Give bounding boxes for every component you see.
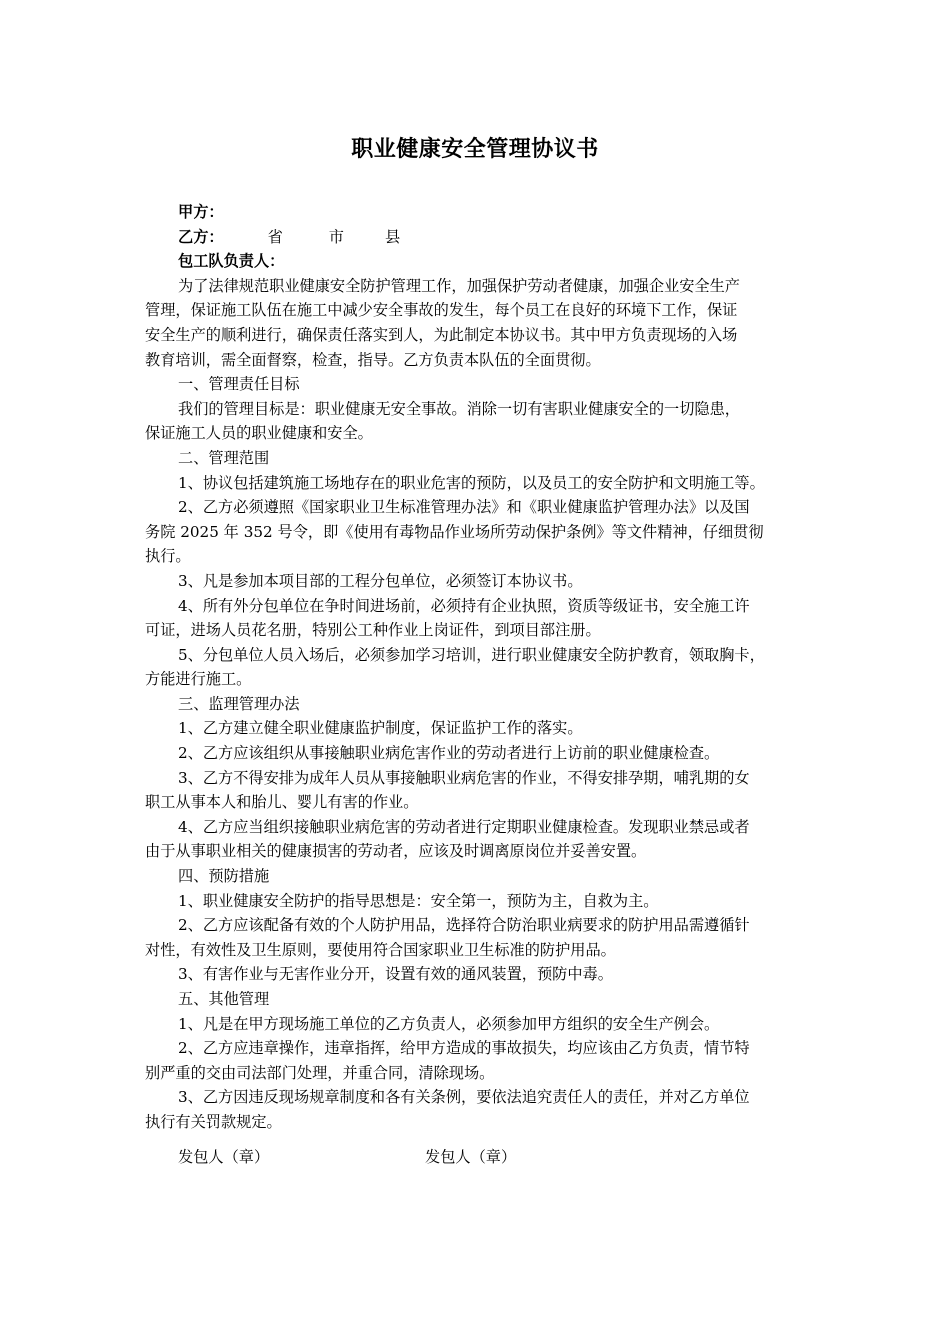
paragraph-line: 2、乙方应该组织从事接触职业病危害作业的劳动者进行上访前的职业健康检查。 [178, 744, 720, 763]
paragraph-line: 2、乙方应违章操作，违章指挥，给甲方造成的事故损失，均应该由乙方负责，情节特 [178, 1039, 750, 1058]
section-heading: 一、管理责任目标 [178, 375, 300, 394]
paragraph-line: 执行有关罚款规定。 [145, 1112, 282, 1131]
paragraph-line: 为了法律规范职业健康安全防护管理工作，加强保护劳动者健康，加强企业安全生产 [178, 276, 740, 295]
paragraph-line: 4、所有外分包单位在争时间进场前，必须持有企业执照，资质等级证书，安全施工许 [178, 596, 750, 615]
paragraph-line: 1、乙方建立健全职业健康监护制度，保证监护工作的落实。 [178, 719, 583, 738]
paragraph-line: 保证施工人员的职业健康和安全。 [145, 424, 373, 443]
document-title: 职业健康安全管理协议书 [351, 137, 599, 162]
city-label: 市 [328, 227, 344, 246]
party-b-line [145, 225, 817, 250]
paragraph-line: 对性，有效性及卫生原则，要使用符合国家职业卫生标准的防护用品。 [145, 940, 616, 959]
paragraph-line: 3、有害作业与无害作业分开，设置有效的通风装置，预防中毒。 [178, 965, 613, 984]
paragraph-line: 3、凡是参加本项目部的工程分包单位，必须签订本协议书。 [178, 571, 583, 590]
paragraph-line: 安全生产的顺利进行，确保责任落实到人，为此制定本协议书。其中甲方负责现场的入场 [145, 325, 738, 344]
paragraph-line: 3、乙方因违反现场规章制度和各有关条例，要依法追究责任人的责任，并对乙方单位 [178, 1088, 750, 1107]
paragraph-line: 4、乙方应当组织接触职业病危害的劳动者进行定期职业健康检查。发现职业禁忌或者 [178, 817, 750, 836]
section-heading: 五、其他管理 [178, 990, 270, 1008]
paragraph-line: 教育培训，需全面督察，检查，指导。乙方负责本队伍的全面贯彻。 [145, 350, 601, 369]
paragraph-line: 5、分包单位人员入场后，必须参加学习培训，进行职业健康安全防护教育，领取胸卡， [178, 645, 765, 664]
paragraph-line: 管理，保证施工队伍在施工中减少安全事故的发生，每个员工在良好的环境下工作，保证 [145, 301, 738, 320]
paragraph-line: 3、乙方不得安排为成年人员从事接触职业病危害的作业，不得安排孕期，哺乳期的女 [178, 768, 750, 787]
signature-right: 发包人（章） [425, 1148, 517, 1166]
paragraph-line: 可证，进场人员花名册，特别公工种作业上岗证件，到项目部注册。 [145, 621, 601, 640]
paragraph-line: 执行。 [145, 547, 191, 566]
paragraph-line: 方能进行施工。 [145, 670, 252, 689]
province-label: 省 [267, 227, 283, 246]
party-a-label: 甲方： [178, 203, 224, 221]
paragraph-line: 别严重的交由司法部门处理，并重合同，清除现场。 [145, 1063, 495, 1082]
paragraph-line: 1、职业健康安全防护的指导思想是：安全第一，预防为主，自救为主。 [178, 891, 659, 910]
paragraph-line: 1、协议包括建筑施工场地存在的职业危害的预防，以及员工的安全防护和文明施工等。 [178, 473, 765, 492]
paragraph-line: 职工从事本人和胎儿、婴儿有害的作业。 [145, 793, 419, 812]
paragraph-line: 我们的管理目标是：职业健康无安全事故。消除一切有害职业健康安全的一切隐患， [178, 399, 740, 418]
paragraph-line: 务院 2025 年 352 号令，即《使用有毒物品作业场所劳动保护条例》等文件精神，仔细贯彻 [145, 522, 764, 541]
section-heading: 二、管理范围 [178, 448, 270, 467]
paragraph-line: 2、乙方应该配备有效的个人防护用品，选择符合防治职业病要求的防护用品需遵循针 [178, 916, 750, 935]
document-body [145, 200, 817, 1135]
county-label: 县 [384, 227, 401, 246]
paragraph-line: 2、乙方必须遵照《国家职业卫生标准管理办法》和《职业健康监护管理办法》以及国 [178, 498, 750, 517]
paragraph-line: 由于从事职业相关的健康损害的劳动者，应该及时调离原岗位并妥善安置。 [145, 842, 647, 861]
party-b-label: 乙方： [178, 227, 224, 246]
section-heading: 四、预防措施 [178, 867, 270, 886]
paragraph-line: 1、凡是在甲方现场施工单位的乙方负责人，必须参加甲方组织的安全生产例会。 [178, 1014, 720, 1033]
leader-label: 包工队负责人： [178, 252, 285, 271]
signature-left: 发包人（章） [178, 1148, 270, 1166]
section-heading: 三、监理管理办法 [178, 694, 300, 713]
